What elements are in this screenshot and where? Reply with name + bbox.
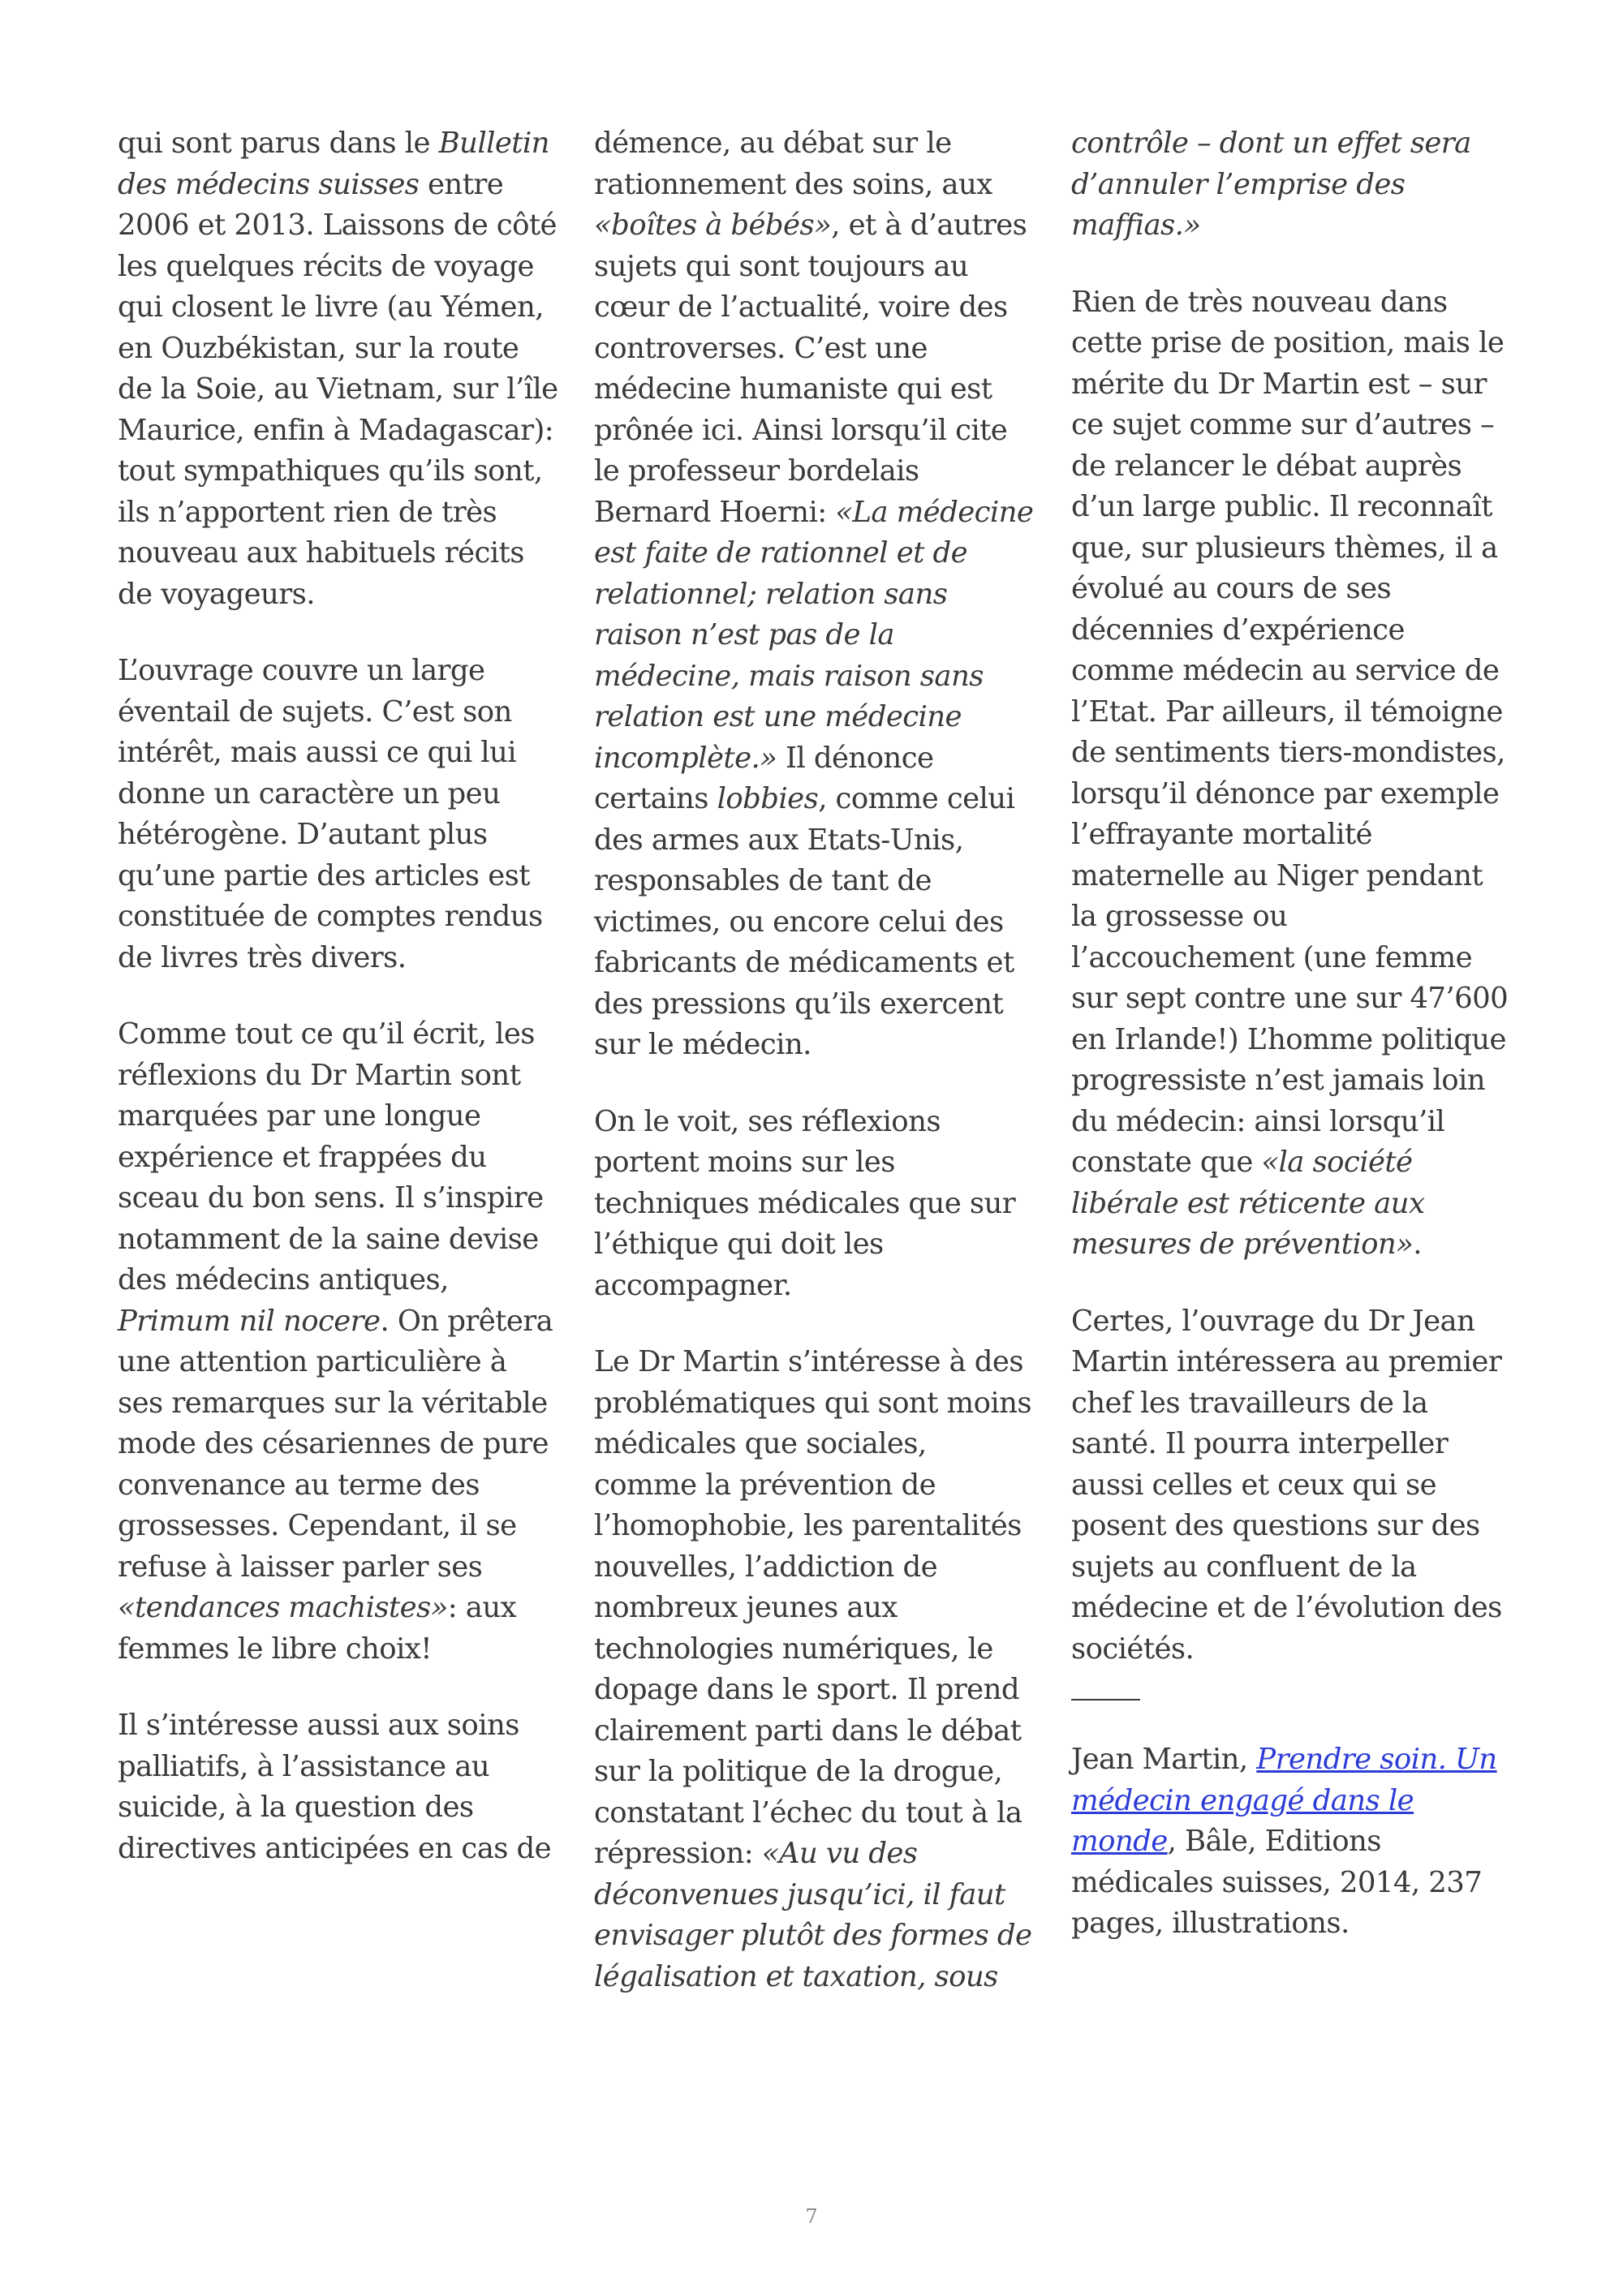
text-column-1 <box>118 123 560 1905</box>
text-column-2 <box>594 123 1036 2033</box>
paragraph: Certes, l’ouvrage du Dr Jean Martin intéressera au premier chef les travailleurs de la santé. Il pourra interpeller aussi celles et ceux qui se posent des questions sur des sujets au confluent de la médecine et de l’évolution des sociétés. <box>1071 1304 1502 1666</box>
paragraph: contrôle – dont un effet sera d’annuler l’emprise des maffias.» <box>1071 127 1471 242</box>
paragraph: Il s’intéresse aussi aux soins palliatifs, à l’assistance au suicide, à la question des directives anticipées en cas de <box>118 1709 552 1865</box>
paragraph: L’ouvrage couvre un large éventail de sujets. C’est son intérêt, mais aussi ce qui lui donne un caractère un peu hétérogène. D’autant plus qu’une partie des articles est constituée de comptes rendus de livres très divers. <box>118 654 543 974</box>
paragraph: démence, au débat sur le rationnement des soins, aux «boîtes à bébés», et à d’autres sujets qui sont toujours au cœur de l’actualité, voire des controverses. C’est une médecine humaniste qui est prônée ici. Ainsi lorsqu’il cite le professeur bordelais Bernard Hoerni: «La médecine est faite de rationnel et de relationnel; relation sans raison n’est pas de la médecine, mais raison sans relation est une médecine incomplète.» Il dénonce certains lobbies, comme celui des armes aux Etats-Unis, responsables de tant de victimes, ou encore celui des fabricants de médicaments et des pressions qu’ils exercent sur le médecin. <box>594 127 1034 1061</box>
paragraph: Comme tout ce qu’il écrit, les réflexions du Dr Martin sont marquées par une longue expérience et frappées du sceau du bon sens. Il s’inspire notamment de la saine devise des médecins antiques, Primum nil nocere. On prêtera une attention particulière à ses remarques sur la véritable mode des césariennes de pure convenance au terme des grossesses. Cependant, il se refuse à laisser parler ses «tendances machistes»: aux femmes le libre choix! <box>118 1017 553 1666</box>
separator-rule <box>1071 1699 1140 1701</box>
book-title-link[interactable]: Prendre soin. Un médecin engagé dans le monde <box>1071 1743 1497 1858</box>
paragraph: qui sont parus dans le Bulletin des médecins suisses entre 2006 et 2013. Laissons de côté les quelques récits de voyage qui closent le livre (au Yémen, en Ouzbékistan, sur la route de la Soie, au Vietnam, sur l’île Maurice, enfin à Madagascar): tout sympathiques qu’ils sont, ils n’apportent rien de très nouveau aux habituels récits de voyageurs. <box>118 127 558 611</box>
paragraph: Rien de très nouveau dans cette prise de position, mais le mérite du Dr Martin est – sur ce sujet comme sur d’autres – de relancer le débat auprès d’un large public. Il reconnaît que, sur plusieurs thèmes, il a évolué au cours de ses décennies d’expérience comme médecin au service de l’Etat. Par ailleurs, il témoigne de sentiments tiers-mondistes, lorsqu’il dénonce par exemple l’effrayante mortalité maternelle au Niger pendant la grossesse ou l’accouchement (une femme sur sept contre une sur 47’600 en Irlande!) L’homme politique progressiste n’est jamais loin du médecin: ainsi lorsqu’il constate que «la société libérale est réticente aux mesures de prévention». <box>1071 285 1509 1261</box>
paragraph: Le Dr Martin s’intéresse à des problématiques qui sont moins médicales que sociales, comme la prévention de l’homophobie, les parentalités nouvelles, l’addiction de nombreux jeunes aux technologies numériques, le dopage dans le sport. Il prend clairement parti dans le débat sur la politique de la drogue, constatant l’échec du tout à la répression: «Au vu des déconvenues jusqu’ici, il faut envisager plutôt des formes de légalisation et taxation, sous <box>594 1345 1032 1993</box>
book-reference: Jean Martin, Prendre soin. Un médecin engagé dans le monde, Bâle, Editions médicales suisses, 2014, 237 pages, illustrations. <box>1071 1743 1497 1940</box>
page-number: 7 <box>805 2205 818 2228</box>
paragraph: On le voit, ses réflexions portent moins sur les techniques médicales que sur l’éthique qui doit les accompagner. <box>594 1104 1016 1302</box>
text-column-3 <box>1071 123 1513 1980</box>
